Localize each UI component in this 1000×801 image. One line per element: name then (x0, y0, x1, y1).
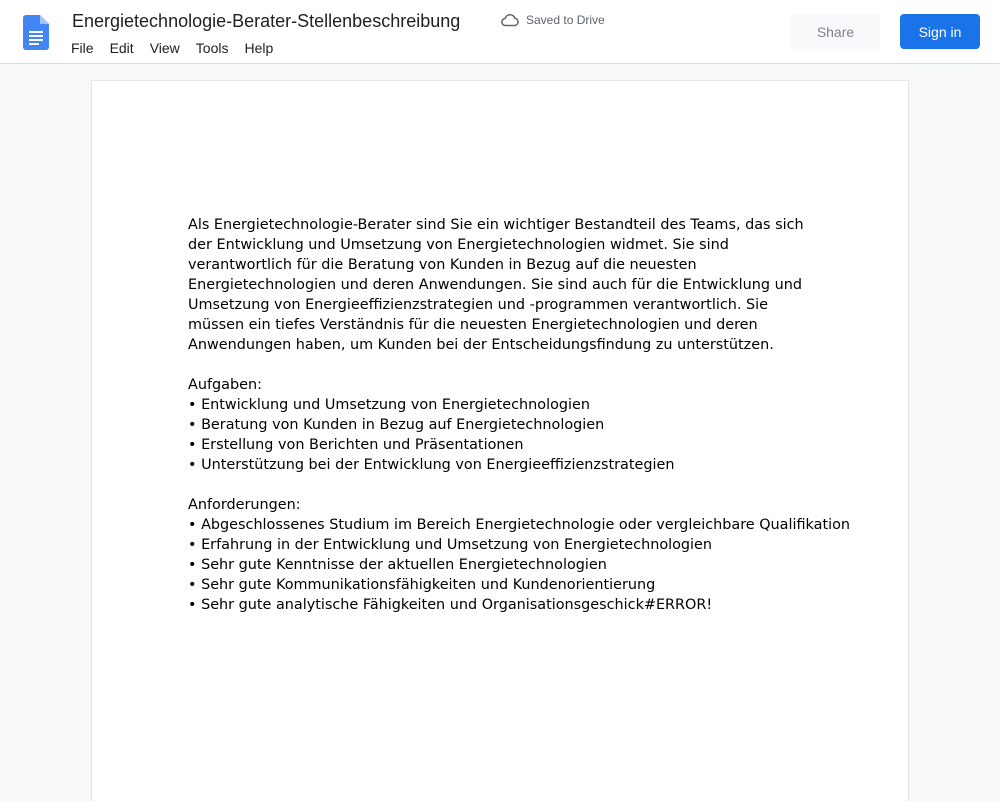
list-item: • Erfahrung in der Entwicklung und Umsetzung von Energietechnologien (188, 537, 713, 553)
list-item: • Sehr gute Kommunikationsfähigkeiten und Kundenorientierung (188, 577, 656, 593)
cloud-done-icon (501, 13, 519, 27)
save-status (501, 13, 605, 27)
menu-edit[interactable]: Edit (109, 40, 134, 56)
requirements-section (188, 495, 851, 615)
list-item: • Sehr gute Kenntnisse der aktuellen Energietechnologien (188, 557, 607, 573)
top-bar (0, 0, 1000, 64)
list-item: • Sehr gute analytische Fähigkeiten und Organisationsgeschick#ERROR! (188, 597, 713, 613)
sign-in-button[interactable]: Sign in (900, 14, 980, 49)
list-item: • Unterstützung bei der Entwicklung von Energieeffizienzstrategien (188, 457, 675, 473)
tasks-heading: Aufgaben: (188, 377, 262, 393)
menu-tools[interactable]: Tools (195, 40, 229, 56)
list-item: • Abgeschlossenes Studium im Bereich Energietechnologie oder vergleichbare Qualifikation (188, 517, 851, 533)
list-item: • Beratung von Kunden in Bezug auf Energietechnologien (188, 417, 605, 433)
requirements-heading: Anforderungen: (188, 497, 301, 513)
share-button[interactable]: Share (791, 14, 880, 49)
google-docs-logo-icon[interactable] (23, 15, 49, 50)
intro-paragraph: Als Energietechnologie-Berater sind Sie ein wichtiger Bestandteil des Teams, das sich der Entwicklung und Umsetzung von Energietechnologien widmet. Sie sind verantwortlich für die Beratung von Kunden in Bezug auf die neuesten Energietechnologien und deren Anwendungen. Sie sind auch für die Entwicklung und Umsetzung von Energieeffizienzstrategien und -programmen verantwortlich. Sie müssen ein tiefes Verständnis für die neuesten Energietechnologien und deren Anwendungen haben, um Kunden bei der Entscheidungsfindung zu unterstützen. (188, 217, 804, 353)
document-canvas[interactable] (0, 65, 1000, 768)
list-item: • Erstellung von Berichten und Präsentationen (188, 437, 524, 453)
menu-help[interactable]: Help (244, 40, 274, 56)
document-page[interactable] (92, 81, 908, 801)
menu-bar (63, 38, 281, 58)
menu-file[interactable]: File (71, 40, 94, 56)
list-item: • Entwicklung und Umsetzung von Energietechnologien (188, 397, 590, 413)
document-body[interactable] (188, 215, 851, 615)
document-title[interactable]: Energietechnologie-Berater-Stellenbeschreibung (72, 11, 461, 31)
tasks-section (188, 375, 828, 475)
save-status-label: Saved to Drive (526, 13, 605, 27)
menu-view[interactable]: View (149, 40, 180, 56)
